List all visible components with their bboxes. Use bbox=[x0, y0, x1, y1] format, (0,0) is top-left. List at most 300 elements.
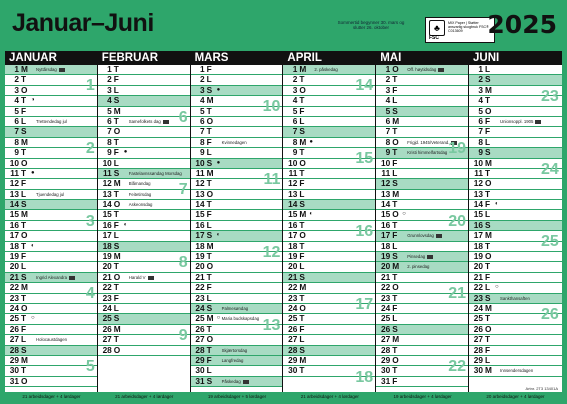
weekday-letter: T bbox=[113, 115, 119, 126]
weekday-letter: T bbox=[392, 147, 398, 158]
day-number: 23 bbox=[102, 292, 112, 303]
day-number: 24 bbox=[380, 302, 391, 313]
holiday-label-text: Nyttårsdag bbox=[36, 67, 57, 72]
moon-phase-icon: ○ bbox=[402, 211, 406, 218]
day-number: 8 bbox=[107, 136, 112, 147]
flag-icon bbox=[243, 380, 249, 384]
weekday-letter: O bbox=[299, 84, 306, 95]
weekday-letter: S bbox=[206, 84, 213, 95]
weekday-letter: T bbox=[113, 334, 119, 345]
weekday-letter: O bbox=[113, 126, 121, 137]
week-number: 7 bbox=[178, 181, 188, 199]
flag-icon bbox=[436, 234, 442, 238]
day-row[interactable] bbox=[283, 117, 376, 127]
day-row[interactable] bbox=[376, 127, 469, 137]
holiday-label-text: Holocaustdagen bbox=[36, 337, 68, 343]
day-number: 16 bbox=[380, 219, 391, 230]
week-number: 20 bbox=[448, 212, 466, 230]
day-number: 4 bbox=[385, 95, 391, 106]
weekday-letter: S bbox=[113, 167, 120, 178]
moon-phase-icon: ● bbox=[216, 86, 221, 93]
day-number: 19 bbox=[288, 251, 298, 262]
day-row[interactable] bbox=[376, 159, 469, 169]
day-row[interactable] bbox=[98, 148, 191, 158]
day-number: 26 bbox=[288, 323, 298, 334]
day-number: 14 bbox=[473, 199, 483, 210]
day-number: 22 bbox=[288, 282, 298, 293]
weekday-letter: T bbox=[299, 292, 305, 303]
weekday-letter: T bbox=[206, 344, 212, 355]
holiday-label-text: Tjuendedag jul bbox=[36, 191, 65, 197]
week-number: 16 bbox=[355, 223, 374, 240]
day-row[interactable] bbox=[376, 377, 469, 387]
week-number: 13 bbox=[262, 316, 281, 334]
day-number: 11 bbox=[474, 167, 483, 178]
day-row[interactable] bbox=[283, 325, 376, 335]
moon-phase-icon: ○ bbox=[216, 315, 221, 322]
weekday-letter: S bbox=[392, 251, 398, 262]
day-number: 17 bbox=[288, 230, 298, 241]
weekday-letter: T bbox=[21, 240, 27, 251]
weekday-letter: L bbox=[21, 334, 27, 345]
day-number: 18 bbox=[9, 240, 19, 251]
flag-icon bbox=[163, 120, 169, 124]
day-row[interactable] bbox=[283, 65, 376, 75]
day-number: 15 bbox=[473, 209, 483, 220]
weekday-letter: L bbox=[113, 84, 119, 95]
day-row[interactable] bbox=[376, 262, 469, 272]
day-number: 16 bbox=[195, 219, 205, 230]
weekday-letter: L bbox=[299, 115, 305, 126]
weekday-letter: L bbox=[392, 95, 398, 106]
weekday-letter: O bbox=[113, 271, 121, 282]
day-number: 1 bbox=[107, 64, 112, 74]
day-number: 1 bbox=[478, 64, 483, 74]
day-row[interactable] bbox=[283, 96, 376, 106]
weekday-letter: O bbox=[485, 178, 492, 189]
day-row[interactable] bbox=[283, 169, 376, 179]
weekday-letter: F bbox=[21, 251, 27, 262]
day-number: 3 bbox=[385, 84, 391, 95]
day-number: 28 bbox=[380, 344, 391, 355]
weekday-letter: M bbox=[485, 84, 492, 95]
moon-phase-icon: ◐ bbox=[123, 221, 128, 228]
day-number: 10 bbox=[380, 157, 391, 168]
weekday-letter: T bbox=[392, 292, 398, 303]
weekday-letter: M bbox=[299, 354, 307, 365]
day-row[interactable] bbox=[376, 304, 469, 314]
day-number: 18 bbox=[288, 240, 298, 251]
day-row[interactable] bbox=[283, 335, 376, 345]
day-number: 2 bbox=[14, 74, 19, 85]
day-list bbox=[469, 65, 562, 377]
day-row[interactable] bbox=[283, 190, 376, 200]
day-number: 15 bbox=[195, 209, 205, 220]
month-workday-count: 21 arbeidsdager + 4 lørdager bbox=[300, 394, 359, 399]
day-number: 17 bbox=[102, 230, 112, 241]
weekday-letter: L bbox=[113, 302, 119, 313]
day-row[interactable] bbox=[283, 252, 376, 262]
day-row[interactable] bbox=[283, 273, 376, 283]
day-row[interactable] bbox=[376, 169, 469, 179]
weekday-letter: O bbox=[485, 105, 492, 116]
day-row[interactable] bbox=[376, 107, 469, 117]
weekday-letter: O bbox=[21, 375, 28, 386]
day-number: 21 bbox=[473, 271, 483, 282]
day-row[interactable] bbox=[98, 346, 191, 356]
weekday-letter: F bbox=[113, 147, 119, 158]
weekday-letter: F bbox=[113, 74, 119, 85]
moon-phase-icon: ○ bbox=[31, 315, 35, 322]
weekday-letter: S bbox=[206, 375, 213, 386]
calendar-title: Januar–Juni bbox=[12, 9, 154, 37]
day-number: 28 bbox=[102, 344, 112, 355]
weekday-letter: O bbox=[392, 64, 399, 74]
day-row[interactable] bbox=[376, 231, 469, 241]
weekday-letter: L bbox=[206, 147, 212, 158]
day-number: 25 bbox=[9, 313, 19, 324]
day-number: 1 bbox=[385, 64, 391, 74]
day-number: 18 bbox=[473, 240, 483, 251]
weekday-letter: L bbox=[485, 282, 491, 293]
day-number: 8 bbox=[292, 136, 298, 147]
day-number: 2 bbox=[478, 74, 483, 85]
weekday-letter: F bbox=[299, 178, 305, 189]
week-number: 15 bbox=[355, 150, 374, 168]
moon-phase-icon: ● bbox=[216, 159, 221, 166]
weekday-letter: L bbox=[299, 261, 305, 272]
week-number: 21 bbox=[448, 285, 466, 303]
day-number: 8 bbox=[385, 136, 391, 147]
day-row[interactable] bbox=[376, 190, 469, 200]
moon-phase-icon: ◐ bbox=[31, 242, 35, 249]
holiday-label bbox=[222, 304, 249, 314]
day-row[interactable] bbox=[5, 377, 98, 387]
weekday-letter: M bbox=[113, 178, 121, 189]
day-number: 13 bbox=[288, 188, 298, 199]
weekday-letter: O bbox=[299, 302, 306, 313]
weekday-letter: T bbox=[21, 219, 27, 230]
day-number: 23 bbox=[9, 292, 19, 303]
day-number: 24 bbox=[195, 302, 205, 313]
holiday-label-text: Fastelavnssøndag Morsdag bbox=[128, 170, 182, 176]
holiday-label bbox=[129, 169, 182, 179]
day-number: 29 bbox=[473, 354, 483, 365]
day-number: 12 bbox=[102, 178, 112, 189]
weekday-letter: T bbox=[299, 74, 305, 85]
day-row[interactable] bbox=[376, 86, 469, 96]
day-number: 4 bbox=[478, 95, 483, 106]
day-number: 21 bbox=[9, 271, 19, 282]
day-number: 18 bbox=[195, 240, 205, 251]
day-number: 6 bbox=[292, 115, 298, 126]
weekday-letter: S bbox=[206, 157, 213, 168]
day-row[interactable] bbox=[283, 138, 376, 148]
day-number: 25 bbox=[195, 313, 205, 324]
day-number: 25 bbox=[102, 313, 112, 324]
day-number: 9 bbox=[107, 147, 112, 158]
day-list bbox=[98, 65, 191, 356]
holiday-label bbox=[129, 179, 151, 189]
day-number: 5 bbox=[199, 105, 205, 116]
day-number: 17 bbox=[380, 230, 391, 241]
day-row[interactable] bbox=[5, 148, 98, 158]
day-number: 28 bbox=[9, 344, 19, 355]
weekday-letter: O bbox=[206, 115, 214, 126]
month-name: MARS bbox=[191, 51, 284, 65]
day-row[interactable] bbox=[98, 335, 191, 345]
column-divider bbox=[282, 51, 283, 392]
day-number: 26 bbox=[380, 323, 391, 334]
weekday-letter: S bbox=[206, 230, 213, 241]
day-number: 9 bbox=[385, 147, 391, 158]
day-number: 15 bbox=[288, 209, 298, 220]
weekday-letter: O bbox=[113, 199, 121, 210]
day-row[interactable] bbox=[283, 242, 376, 252]
day-number: 23 bbox=[195, 292, 205, 303]
day-number: 13 bbox=[9, 188, 19, 199]
day-row[interactable] bbox=[376, 65, 469, 75]
day-row[interactable] bbox=[376, 252, 469, 262]
day-number: 26 bbox=[473, 323, 483, 334]
month-name: FEBRUAR bbox=[98, 51, 191, 65]
weekday-letter: O bbox=[485, 323, 492, 334]
day-row[interactable] bbox=[283, 179, 376, 189]
day-row[interactable] bbox=[376, 273, 469, 283]
day-row[interactable] bbox=[469, 148, 562, 158]
weekday-letter: M bbox=[485, 302, 492, 313]
day-number: 29 bbox=[195, 354, 205, 365]
day-number: 7 bbox=[478, 126, 483, 137]
day-number: 11 bbox=[195, 167, 205, 178]
weekday-letter: T bbox=[21, 292, 27, 303]
week-number: 18 bbox=[355, 368, 374, 386]
day-row[interactable] bbox=[283, 346, 376, 356]
day-number: 2 bbox=[385, 74, 391, 85]
holiday-label-text: Feitetirsdag bbox=[128, 191, 152, 197]
day-row[interactable] bbox=[283, 356, 376, 366]
day-number: 14 bbox=[380, 199, 391, 210]
holiday-label-text: Innsendersdagen bbox=[500, 368, 534, 374]
day-number: 4 bbox=[199, 95, 205, 106]
weekday-letter: F bbox=[113, 219, 119, 230]
holiday-label bbox=[129, 190, 151, 200]
week-number: 19 bbox=[448, 139, 466, 157]
weekday-letter: F bbox=[21, 323, 27, 334]
week-number: 12 bbox=[262, 243, 281, 261]
weekday-letter: F bbox=[21, 105, 27, 116]
day-row[interactable] bbox=[283, 127, 376, 137]
weekday-letter: L bbox=[113, 230, 119, 241]
day-number: 7 bbox=[14, 126, 19, 137]
weekday-letter: O bbox=[392, 209, 399, 220]
day-row[interactable] bbox=[376, 96, 469, 106]
day-row[interactable] bbox=[283, 210, 376, 220]
fsc-logo bbox=[425, 17, 495, 43]
day-row[interactable] bbox=[376, 117, 469, 127]
holiday-label bbox=[222, 377, 249, 387]
day-row[interactable] bbox=[191, 377, 284, 387]
day-number: 22 bbox=[102, 282, 112, 293]
weekday-letter: O bbox=[392, 354, 399, 365]
fsc-text: MIX Paper | Støtter ansvarlig skogbruk FSC® C013609 bbox=[448, 21, 489, 33]
day-number: 20 bbox=[380, 261, 391, 272]
day-number: 17 bbox=[473, 230, 483, 241]
moon-phase-icon: ● bbox=[31, 169, 35, 176]
day-number: 10 bbox=[195, 157, 205, 168]
day-row[interactable] bbox=[191, 335, 284, 345]
weekday-letter: L bbox=[206, 365, 212, 376]
day-row[interactable] bbox=[283, 200, 376, 210]
moon-phase-icon: ● bbox=[309, 138, 314, 145]
holiday-label-text: Ingrid Alexandra bbox=[36, 274, 68, 280]
day-number: 24 bbox=[473, 302, 483, 313]
column-divider bbox=[97, 51, 98, 392]
day-number: 25 bbox=[473, 313, 483, 324]
day-number: 14 bbox=[288, 199, 298, 210]
day-row[interactable] bbox=[376, 242, 469, 252]
day-row[interactable] bbox=[98, 96, 191, 106]
holiday-label-text: Kristi himmelfartsdag bbox=[407, 150, 448, 156]
day-row[interactable] bbox=[5, 96, 98, 106]
day-list bbox=[5, 65, 98, 387]
weekday-letter: S bbox=[113, 240, 120, 251]
holiday-label-text: Kvinnedagen bbox=[221, 139, 247, 145]
day-row[interactable] bbox=[376, 75, 469, 85]
weekday-letter: F bbox=[206, 209, 212, 220]
day-row[interactable] bbox=[283, 283, 376, 293]
day-row[interactable] bbox=[283, 314, 376, 324]
holiday-label bbox=[36, 117, 67, 127]
holiday-label-text: Skjærtorsdag bbox=[221, 347, 248, 353]
day-number: 10 bbox=[473, 157, 483, 168]
week-number: 10 bbox=[262, 98, 281, 116]
day-list bbox=[191, 65, 284, 387]
day-number: 3 bbox=[292, 84, 298, 95]
day-number: 15 bbox=[9, 209, 19, 220]
day-row[interactable] bbox=[5, 335, 98, 345]
weekday-letter: O bbox=[206, 334, 214, 345]
day-row[interactable] bbox=[469, 335, 562, 345]
weekday-letter: T bbox=[485, 167, 491, 178]
weekday-letter: M bbox=[485, 365, 492, 376]
day-number: 3 bbox=[107, 84, 112, 95]
weekday-letter: T bbox=[113, 136, 119, 147]
day-number: 11 bbox=[288, 167, 298, 178]
weekday-letter: M bbox=[485, 157, 492, 168]
weekday-letter: T bbox=[485, 313, 491, 324]
weekday-letter: L bbox=[392, 313, 398, 324]
day-number: 4 bbox=[14, 95, 19, 106]
day-number: 2 bbox=[107, 74, 112, 85]
month-workday-count: 19 arbeidsdager + 5 lørdager bbox=[207, 394, 267, 399]
month-grid bbox=[5, 51, 562, 392]
day-number: 6 bbox=[385, 115, 391, 126]
holiday-label bbox=[129, 117, 169, 127]
weekday-letter: O bbox=[299, 157, 306, 168]
week-number: 5 bbox=[85, 358, 95, 376]
weekday-letter: T bbox=[113, 282, 119, 293]
day-row[interactable] bbox=[283, 262, 376, 272]
weekday-letter: T bbox=[113, 64, 119, 74]
holiday-label bbox=[222, 314, 260, 324]
day-number: 13 bbox=[102, 188, 112, 199]
day-list bbox=[283, 64, 376, 386]
daylight-saving-note: Sommertid begynner 30. mars og slutter 26. oktober bbox=[337, 20, 405, 30]
weekday-letter: M bbox=[299, 282, 307, 293]
weekday-letter: M bbox=[485, 230, 492, 241]
weekday-letter: M bbox=[113, 105, 121, 116]
month-2 bbox=[191, 51, 284, 392]
weekday-letter: T bbox=[113, 261, 119, 272]
weekday-letter: S bbox=[392, 178, 398, 189]
week-number: 11 bbox=[263, 171, 281, 188]
day-number: 13 bbox=[195, 188, 205, 199]
day-number: 12 bbox=[195, 178, 205, 189]
weekday-letter: F bbox=[485, 126, 491, 137]
day-number: 7 bbox=[292, 126, 298, 137]
weekday-letter: T bbox=[392, 344, 398, 355]
day-row[interactable] bbox=[376, 325, 469, 335]
weekday-letter: F bbox=[206, 282, 212, 293]
day-number: 6 bbox=[478, 115, 483, 126]
day-number: 28 bbox=[288, 344, 298, 355]
holiday-label bbox=[129, 273, 154, 283]
weekday-letter: T bbox=[206, 251, 212, 262]
week-number: 17 bbox=[355, 295, 374, 313]
weekday-letter: T bbox=[206, 323, 212, 334]
weekday-letter: L bbox=[206, 292, 212, 303]
day-number: 29 bbox=[380, 354, 391, 365]
month-workday-count: 21 arbeidsdager + 4 lørdager bbox=[115, 394, 174, 399]
day-number: 7 bbox=[199, 126, 205, 137]
day-number: 30 bbox=[9, 365, 19, 376]
day-row[interactable] bbox=[191, 148, 284, 158]
day-number: 27 bbox=[380, 334, 391, 345]
day-row[interactable] bbox=[376, 346, 469, 356]
week-number: 4 bbox=[85, 285, 95, 303]
day-number: 16 bbox=[9, 219, 19, 230]
day-number: 3 bbox=[478, 84, 483, 95]
holiday-label-text: Maria budskapsdag bbox=[221, 316, 260, 322]
weekday-letter: F bbox=[392, 375, 398, 386]
day-number: 21 bbox=[380, 271, 391, 282]
holiday-label bbox=[222, 346, 248, 356]
holiday-label-text: Off. høytidsdag bbox=[407, 67, 437, 72]
day-row[interactable] bbox=[283, 107, 376, 117]
weekday-letter: O bbox=[206, 261, 214, 272]
day-number: 21 bbox=[288, 271, 298, 282]
weekday-letter: T bbox=[113, 209, 119, 220]
day-number: 5 bbox=[107, 105, 112, 116]
day-number: 24 bbox=[9, 302, 19, 313]
day-row[interactable] bbox=[469, 366, 562, 376]
weekday-letter: T bbox=[21, 74, 27, 85]
weekday-letter: T bbox=[392, 126, 398, 137]
weekday-letter: M bbox=[299, 136, 307, 147]
moon-phase-icon: ◐ bbox=[216, 232, 221, 239]
weekday-letter: M bbox=[206, 167, 214, 178]
holiday-label bbox=[36, 335, 67, 345]
weekday-letter: M bbox=[299, 209, 307, 220]
day-row[interactable] bbox=[376, 335, 469, 345]
weekday-letter: T bbox=[299, 240, 305, 251]
day-row[interactable] bbox=[376, 314, 469, 324]
day-row[interactable] bbox=[376, 200, 469, 210]
weekday-letter: F bbox=[206, 136, 212, 147]
day-row[interactable] bbox=[376, 179, 469, 189]
weekday-letter: T bbox=[21, 167, 27, 178]
